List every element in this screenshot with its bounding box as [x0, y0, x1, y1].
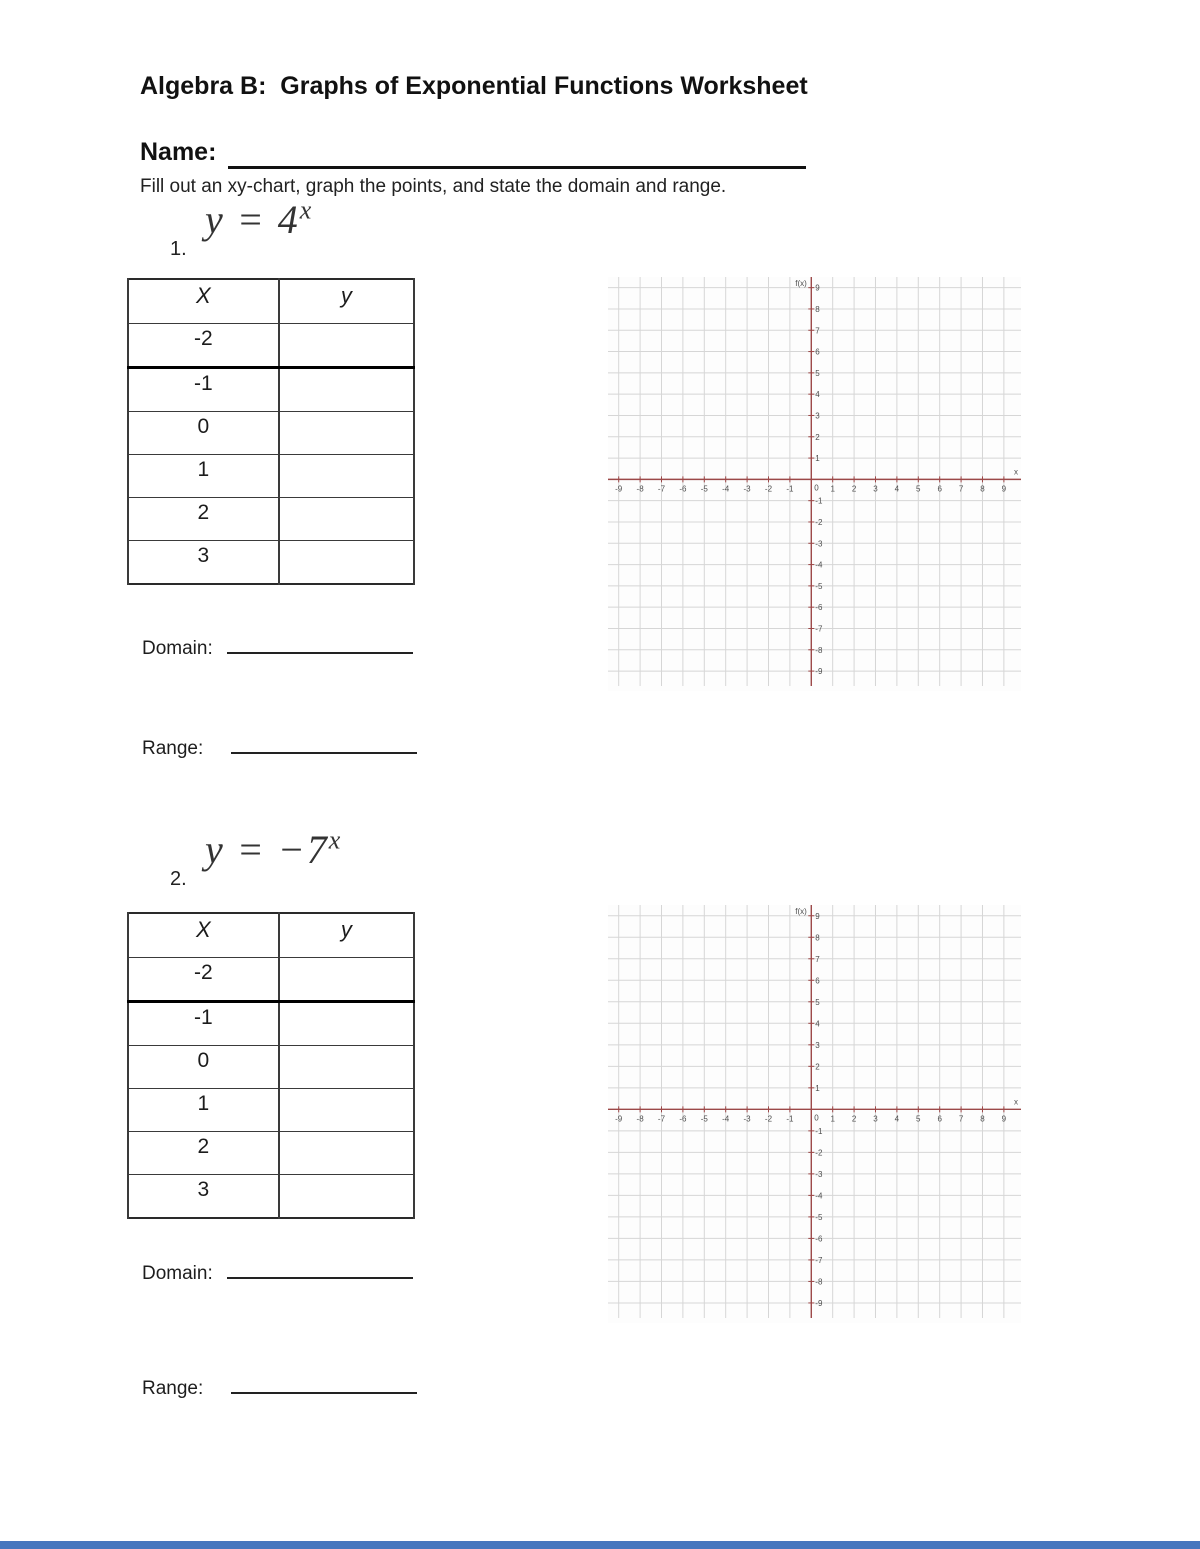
- y-blank-cell[interactable]: [279, 1002, 414, 1046]
- equation-lhs: y: [205, 827, 225, 872]
- domain-row-2: [142, 1259, 413, 1285]
- problem-1-number: 1.: [170, 238, 187, 260]
- table-row: [128, 1046, 414, 1089]
- instruction-text: Fill out an xy-chart, graph the points, and state the domain and range.: [140, 176, 727, 197]
- problem-2-equation: [205, 826, 342, 873]
- table-row: [128, 1002, 414, 1046]
- y-blank-cell[interactable]: [279, 412, 414, 455]
- svg-text:-4: -4: [815, 1191, 823, 1201]
- equation-equals: =: [236, 197, 266, 242]
- svg-text:-7: -7: [657, 484, 666, 494]
- svg-text:-2: -2: [815, 517, 823, 527]
- table-row: [128, 412, 414, 455]
- y-blank-cell[interactable]: [279, 324, 414, 368]
- domain-label: Domain:: [142, 1263, 213, 1284]
- table-row: [128, 1089, 414, 1132]
- equation-lhs: y: [205, 197, 225, 242]
- svg-text:2: 2: [815, 432, 820, 442]
- svg-text:7: 7: [815, 326, 820, 336]
- svg-text:6: 6: [937, 484, 942, 494]
- y-blank-cell[interactable]: [279, 541, 414, 585]
- x-value: -1: [128, 368, 279, 412]
- svg-text:3: 3: [873, 1114, 878, 1124]
- y-blank-cell[interactable]: [279, 455, 414, 498]
- svg-text:3: 3: [873, 484, 878, 494]
- svg-text:-1: -1: [786, 484, 794, 494]
- table-row: [128, 541, 414, 585]
- svg-text:-9: -9: [615, 1114, 623, 1124]
- y-column-header: y: [279, 913, 414, 958]
- svg-text:0: 0: [814, 483, 819, 493]
- svg-text:-2: -2: [815, 1148, 823, 1158]
- svg-text:-8: -8: [636, 1114, 644, 1124]
- svg-text:7: 7: [958, 484, 964, 494]
- coordinate-grid-1[interactable]: [608, 277, 1021, 691]
- svg-text:9: 9: [815, 283, 820, 293]
- range-row-1: [142, 734, 417, 760]
- equation-base: 7: [306, 827, 329, 872]
- svg-text:7: 7: [958, 1114, 964, 1124]
- y-blank-cell[interactable]: [279, 1132, 414, 1175]
- domain-row-1: [142, 634, 413, 660]
- range-row-2: [142, 1374, 417, 1400]
- svg-text:-3: -3: [743, 1114, 751, 1124]
- table-row: [128, 455, 414, 498]
- table-row: [128, 1132, 414, 1175]
- svg-text:-9: -9: [815, 1298, 823, 1308]
- equation-exponent: x: [299, 195, 314, 225]
- x-value: 0: [128, 412, 279, 455]
- svg-text:-2: -2: [764, 1114, 773, 1124]
- svg-text:-1: -1: [815, 1126, 823, 1136]
- svg-text:-3: -3: [743, 484, 751, 494]
- svg-text:-4: -4: [722, 1114, 730, 1124]
- svg-text:-1: -1: [815, 496, 823, 506]
- coordinate-grid-svg[interactable]: [608, 277, 1021, 686]
- svg-text:3: 3: [815, 1040, 820, 1050]
- coordinate-grid-2[interactable]: [608, 905, 1021, 1323]
- name-label: Name:: [140, 138, 217, 166]
- xy-table-1: [127, 278, 415, 585]
- svg-text:9: 9: [815, 911, 820, 921]
- page-title: Algebra B: Graphs of Exponential Functions Worksheet: [140, 72, 808, 100]
- svg-text:5: 5: [916, 484, 921, 494]
- svg-text:0: 0: [814, 1113, 819, 1123]
- table-header-row: [128, 279, 414, 324]
- svg-text:4: 4: [815, 1019, 820, 1029]
- x-column-header: X: [128, 279, 279, 324]
- svg-text:x: x: [1014, 467, 1018, 477]
- x-column-header: X: [128, 913, 279, 958]
- coordinate-grid-svg[interactable]: [608, 905, 1021, 1318]
- x-value: 0: [128, 1046, 279, 1089]
- y-column-header: y: [279, 279, 414, 324]
- svg-text:5: 5: [815, 368, 820, 378]
- x-value: -2: [128, 958, 279, 1002]
- y-blank-cell[interactable]: [279, 498, 414, 541]
- svg-text:5: 5: [916, 1114, 921, 1124]
- svg-text:-5: -5: [815, 581, 823, 591]
- x-value: 3: [128, 1175, 279, 1219]
- svg-text:5: 5: [815, 997, 820, 1007]
- range-blank-line[interactable]: [231, 734, 417, 754]
- problem-1-equation: [205, 196, 313, 243]
- y-blank-cell[interactable]: [279, 368, 414, 412]
- svg-text:7: 7: [815, 954, 820, 964]
- svg-text:-6: -6: [815, 1234, 823, 1244]
- table-row: [128, 324, 414, 368]
- svg-text:1: 1: [815, 1083, 820, 1093]
- svg-text:8: 8: [815, 933, 820, 943]
- svg-text:-2: -2: [764, 484, 773, 494]
- range-label: Range:: [142, 1378, 204, 1399]
- x-value: 1: [128, 455, 279, 498]
- svg-text:8: 8: [815, 304, 820, 314]
- range-blank-line[interactable]: [231, 1374, 417, 1394]
- svg-text:1: 1: [830, 1114, 835, 1124]
- table-header-row: [128, 913, 414, 958]
- x-value: 2: [128, 498, 279, 541]
- svg-text:-6: -6: [679, 484, 687, 494]
- svg-text:x: x: [1014, 1097, 1018, 1107]
- y-blank-cell[interactable]: [279, 1175, 414, 1219]
- xy-table-2: [127, 912, 415, 1219]
- x-value: -1: [128, 1002, 279, 1046]
- svg-text:-9: -9: [815, 667, 823, 677]
- svg-text:-5: -5: [700, 1114, 708, 1124]
- svg-text:-6: -6: [679, 1114, 687, 1124]
- table-row: [128, 498, 414, 541]
- x-value: 1: [128, 1089, 279, 1132]
- domain-label: Domain:: [142, 638, 213, 659]
- svg-text:3: 3: [815, 411, 820, 421]
- svg-text:f(x): f(x): [795, 907, 807, 916]
- svg-text:-4: -4: [815, 560, 823, 570]
- equation-exponent: x: [328, 825, 343, 855]
- problem-2-number: 2.: [170, 868, 187, 890]
- svg-text:-8: -8: [815, 1277, 823, 1287]
- equation-base: 4: [277, 197, 300, 242]
- svg-text:-9: -9: [615, 484, 623, 494]
- footer-accent-bar: [0, 1541, 1200, 1549]
- svg-text:8: 8: [980, 484, 985, 494]
- svg-text:-7: -7: [815, 1255, 823, 1265]
- x-value: -2: [128, 324, 279, 368]
- svg-text:9: 9: [1001, 1114, 1007, 1124]
- svg-text:-5: -5: [700, 484, 708, 494]
- svg-text:2: 2: [851, 484, 857, 494]
- svg-text:2: 2: [815, 1062, 820, 1072]
- svg-text:-8: -8: [815, 645, 823, 655]
- y-blank-cell[interactable]: [279, 958, 414, 1002]
- svg-text:-5: -5: [815, 1212, 823, 1222]
- domain-blank-line[interactable]: [227, 1259, 413, 1279]
- svg-text:6: 6: [937, 1114, 942, 1124]
- svg-text:4: 4: [894, 1114, 900, 1124]
- svg-text:4: 4: [815, 390, 820, 400]
- svg-text:6: 6: [815, 347, 820, 357]
- svg-text:-1: -1: [786, 1114, 794, 1124]
- svg-text:-7: -7: [815, 624, 823, 634]
- y-blank-cell[interactable]: [279, 1089, 414, 1132]
- name-blank-line[interactable]: [228, 142, 806, 169]
- x-value: 2: [128, 1132, 279, 1175]
- table-row: [128, 368, 414, 412]
- table-row: [128, 1175, 414, 1219]
- svg-text:1: 1: [815, 454, 820, 464]
- svg-text:-3: -3: [815, 1169, 823, 1179]
- y-blank-cell[interactable]: [279, 1046, 414, 1089]
- svg-text:-6: -6: [815, 603, 823, 613]
- svg-text:-3: -3: [815, 539, 823, 549]
- svg-text:6: 6: [815, 976, 820, 986]
- svg-text:2: 2: [851, 1114, 857, 1124]
- table-row: [128, 958, 414, 1002]
- x-value: 3: [128, 541, 279, 585]
- domain-blank-line[interactable]: [227, 634, 413, 654]
- svg-text:-8: -8: [636, 484, 644, 494]
- equation-equals: =: [236, 827, 266, 872]
- equation-sign: −: [277, 827, 307, 872]
- svg-text:-7: -7: [657, 1114, 666, 1124]
- svg-text:-4: -4: [722, 484, 730, 494]
- svg-text:f(x): f(x): [795, 279, 807, 288]
- svg-text:8: 8: [980, 1114, 985, 1124]
- range-label: Range:: [142, 738, 204, 759]
- svg-text:4: 4: [894, 484, 900, 494]
- svg-text:9: 9: [1001, 484, 1007, 494]
- svg-text:1: 1: [830, 484, 835, 494]
